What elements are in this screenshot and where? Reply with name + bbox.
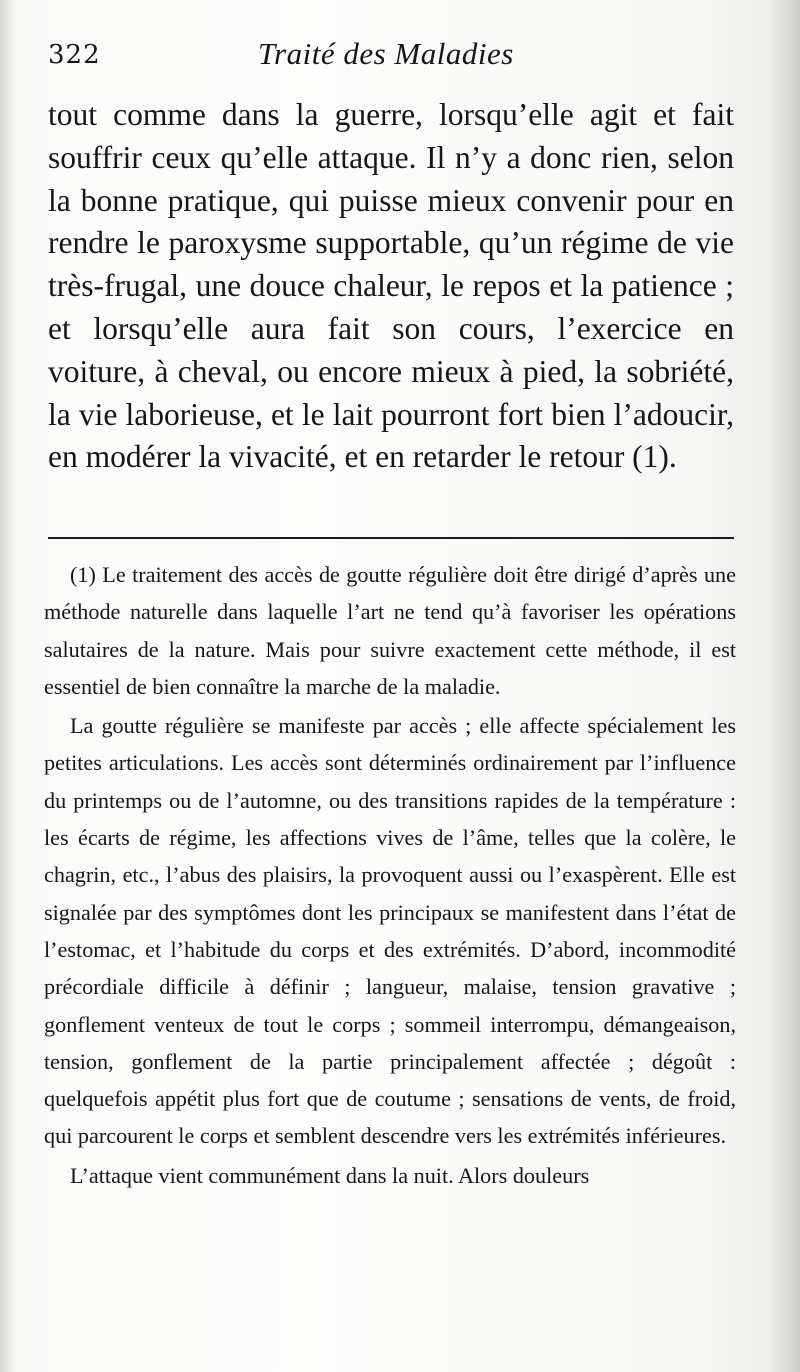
footnote-paragraph: L’attaque vient communément dans la nuit. Alors douleurs	[70, 1162, 590, 1188]
footnote-block	[44, 556, 736, 1194]
running-title: Traité des Maladies	[258, 36, 514, 71]
main-paragraph: tout comme dans la guerre, lorsqu’elle agit et fait souffrir ceux qu’elle attaque. Il n’y a donc rien, selon la bonne pratique, qui puisse mieux convenir pour en rendre le paroxysme supportable, qu’un régime de vie très-frugal, une douce chaleur, le repos et la patience ; et lorsqu’elle aura fait son cours, l’exercice en voiture, à cheval, ou encore mieux à pied, la sobriété, la vie laborieuse, et le lait pourront fort bien l’adoucir, en modérer la vivacité, et en retarder le retour (1).	[48, 97, 734, 475]
footnote-paragraph: La goutte régulière se manifeste par accès ; elle affecte spécialement les petites articulations. Les accès sont déterminés ordinairement par l’influence du printemps ou de l’automne, ou des transitions rapides de la température : les écarts de régime, les affections vives de l’âme, telles que la colère, le chagrin, etc., l’abus des plaisirs, la provoquent aussi ou l’exaspèrent. Elle est signalée par des symptômes dont les principaux se manifestent dans l’état de l’estomac, et l’habitude du corps et des extrémités. D’abord, incommodité précordiale difficile à définir ; langueur, malaise, tension gravative ; gonflement venteux de tout le corps ; sommeil interrompu, démangeaison, tension, gonflement de la partie principalement affectée ; dégoût : quelquefois appétit plus fort que de coutume ; sensations de vents, de froid, qui parcourent le corps et semblent descendre vers les extrémités inférieures.	[44, 713, 736, 1149]
page-edge-shadow	[770, 0, 800, 1372]
footnote-paragraph: (1) Le traitement des accès de goutte régulière doit être dirigé d’après une méthode naturelle dans laquelle l’art ne tend qu’à favoriser les opérations salutaires de la nature. Mais pour suivre exactement cette méthode, il est essentiel de bien connaître la marche de la maladie.	[44, 562, 736, 699]
page-gutter-shadow	[0, 0, 14, 1372]
footnote-separator	[48, 537, 734, 539]
page-header	[48, 36, 738, 86]
page-number: 322	[48, 40, 101, 70]
